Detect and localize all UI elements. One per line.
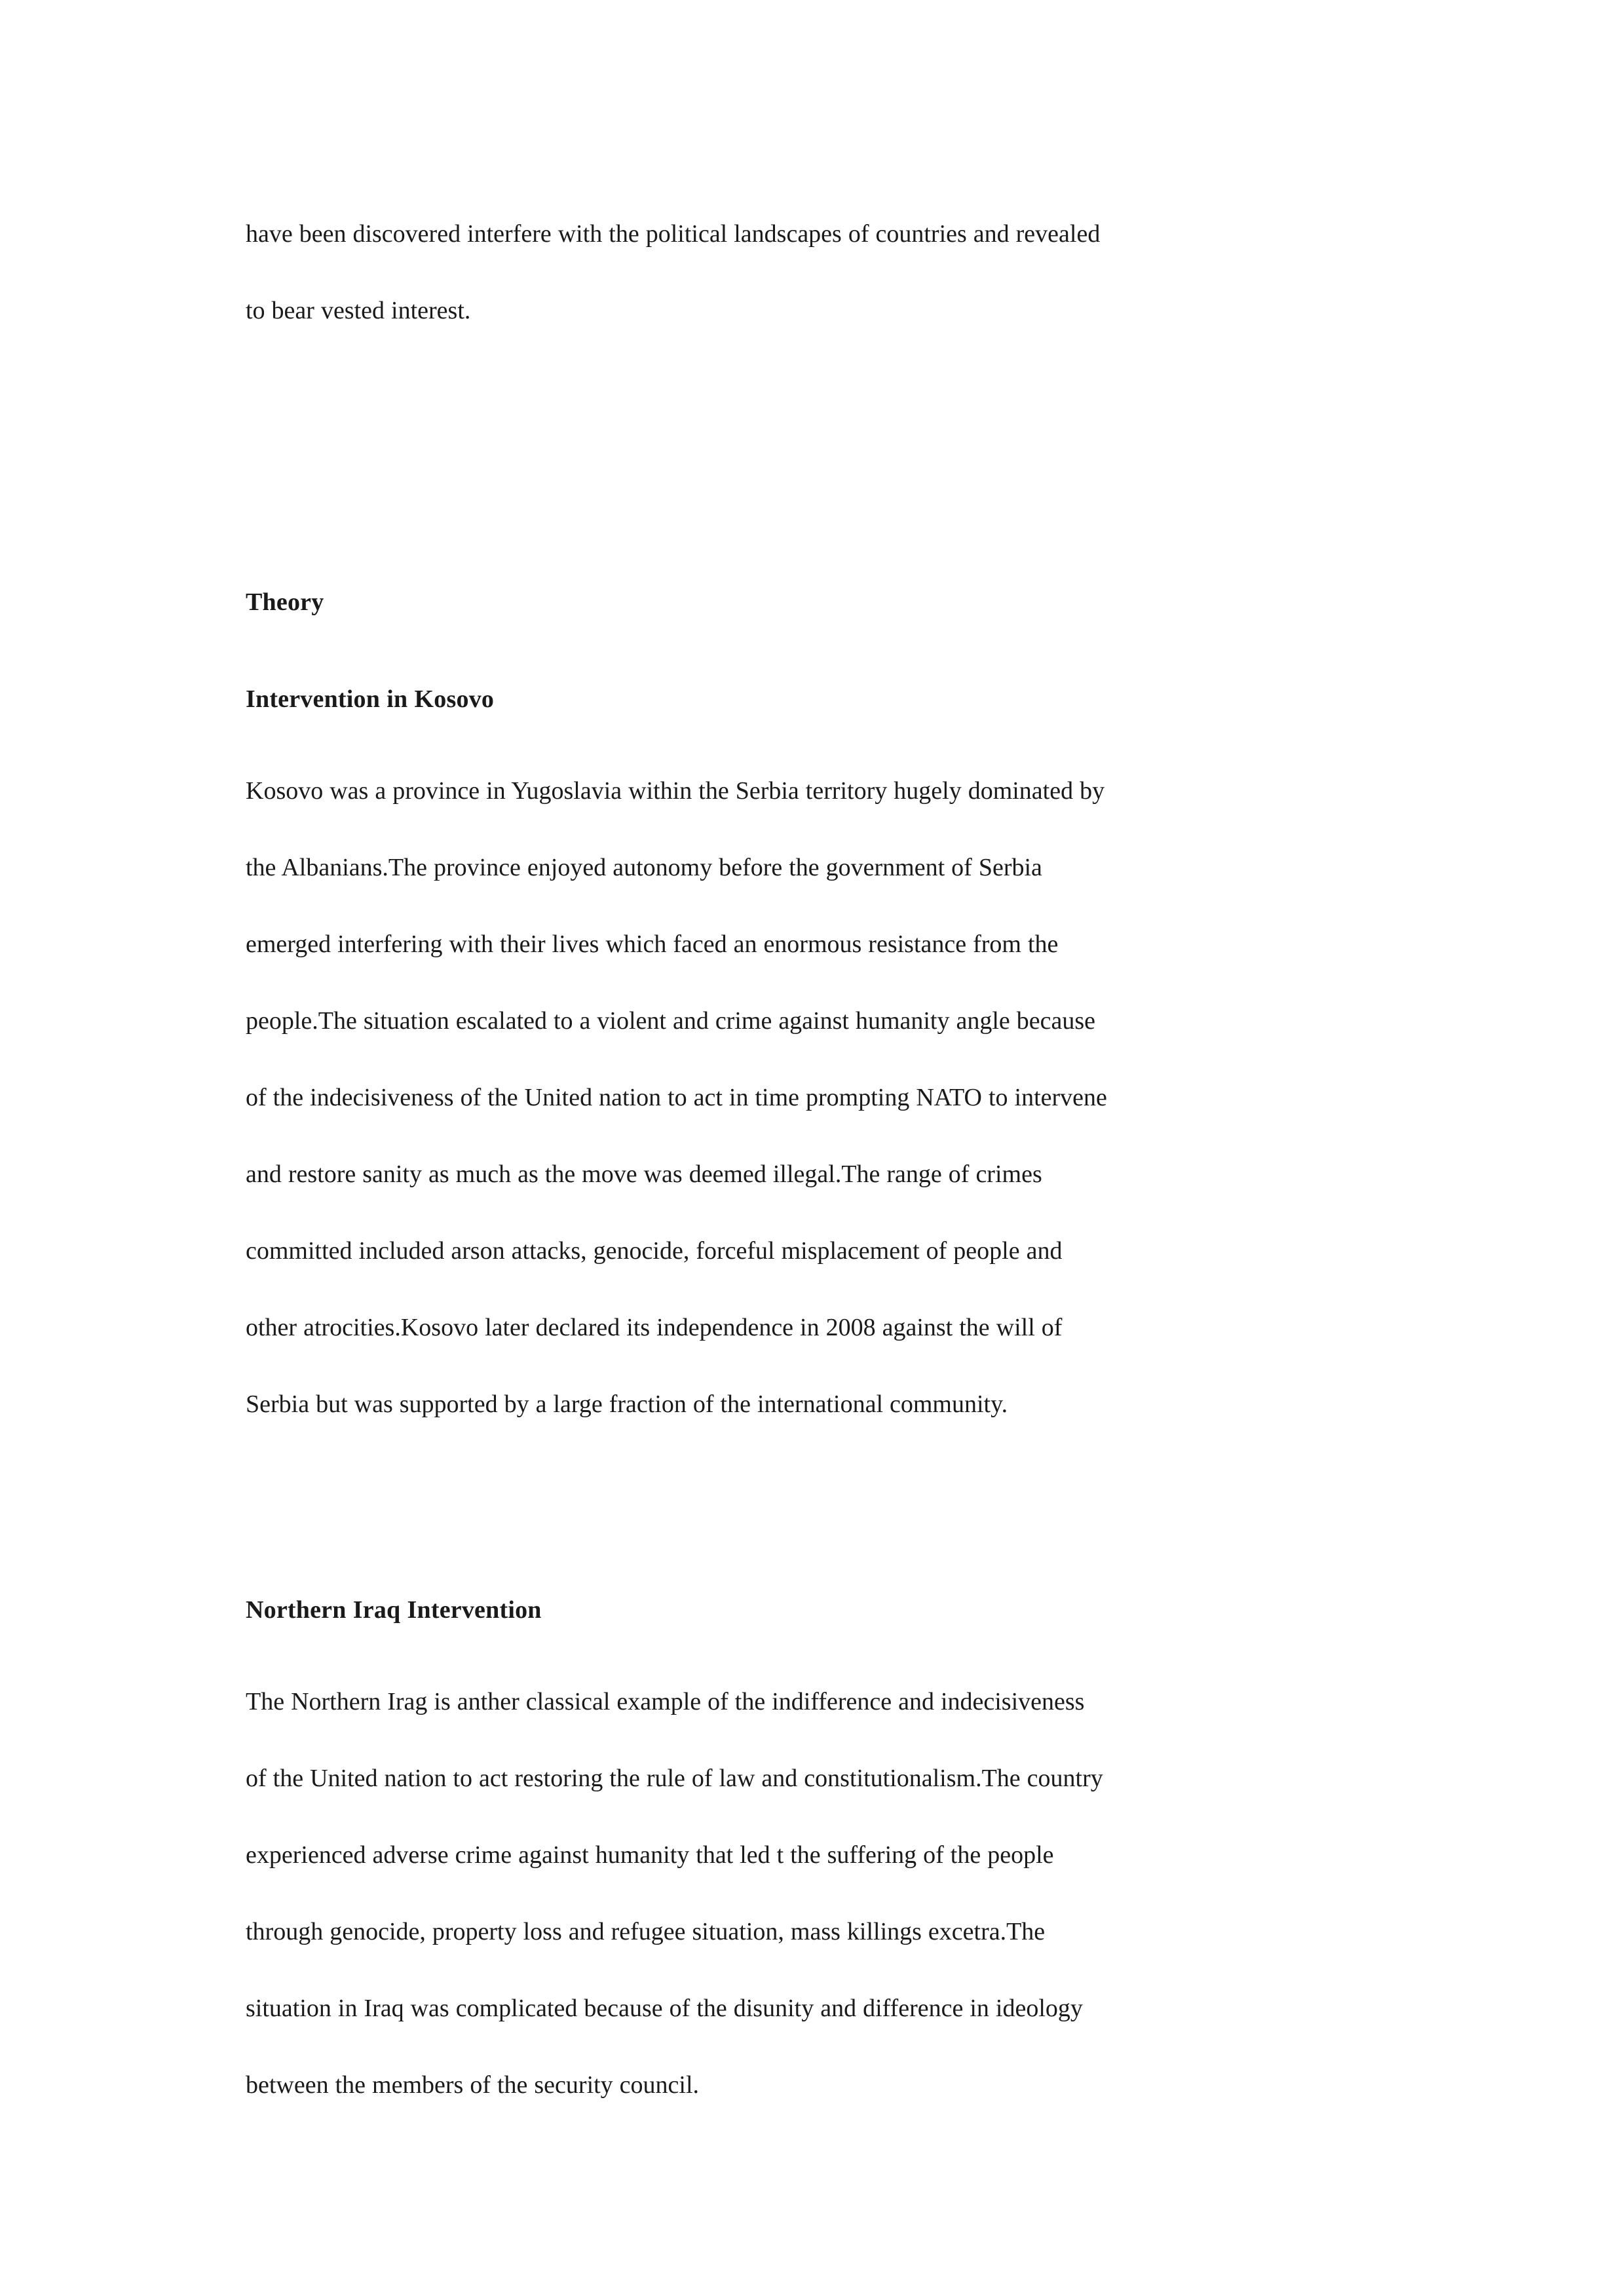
theory-heading-block <box>246 564 1367 641</box>
heading-northern-iraq-intervention: Northern Iraq Intervention <box>246 1596 542 1624</box>
text-line: The Northern Irag is anther classical example of the indifference and indecisiveness <box>246 1688 1085 1715</box>
text-line: committed included arson attacks, genocide, forceful misplacement of people and <box>246 1237 1063 1265</box>
heading-intervention-in-kosovo: Intervention in Kosovo <box>246 685 495 713</box>
kosovo-paragraph-block <box>246 753 1367 1443</box>
heading-theory: Theory <box>246 588 324 616</box>
text-line: to bear vested interest. <box>246 297 471 324</box>
text-line: other atrocities.Kosovo later declared its independence in 2008 against the will of <box>246 1314 1063 1341</box>
text-line: of the United nation to act restoring the rule of law and constitutionalism.The country <box>246 1765 1103 1792</box>
text-line: Serbia but was supported by a large fraction of the international community. <box>246 1390 1008 1418</box>
northern-iraq-paragraph <box>246 1664 1367 2124</box>
text-line: people.The situation escalated to a violent and crime against humanity angle because <box>246 1007 1096 1035</box>
northern-iraq-heading-block <box>246 1572 1367 1649</box>
intro-paragraph <box>246 196 1367 349</box>
text-line: situation in Iraq was complicated because of the disunity and difference in ideology <box>246 1995 1083 2022</box>
text-line: the Albanians.The province enjoyed autonomy before the government of Serbia <box>246 854 1042 881</box>
northern-iraq-paragraph-block <box>246 1664 1367 2124</box>
text-line: through genocide, property loss and refugee situation, mass killings excetra.The <box>246 1918 1046 1945</box>
kosovo-heading-block <box>246 661 1367 738</box>
text-line: experienced adverse crime against humanity that led t the suffering of the people <box>246 1841 1054 1869</box>
text-line: emerged interfering with their lives which faced an enormous resistance from the <box>246 930 1059 958</box>
intro-paragraph-block <box>246 196 1367 349</box>
text-line: of the indecisiveness of the United nation to act in time prompting NATO to intervene <box>246 1084 1107 1111</box>
text-line: have been discovered interfere with the political landscapes of countries and revealed <box>246 220 1101 248</box>
text-line: Kosovo was a province in Yugoslavia within the Serbia territory hugely dominated by <box>246 777 1105 805</box>
text-line: between the members of the security council. <box>246 2071 700 2099</box>
kosovo-paragraph <box>246 753 1367 1443</box>
text-line: and restore sanity as much as the move was deemed illegal.The range of crimes <box>246 1160 1042 1188</box>
